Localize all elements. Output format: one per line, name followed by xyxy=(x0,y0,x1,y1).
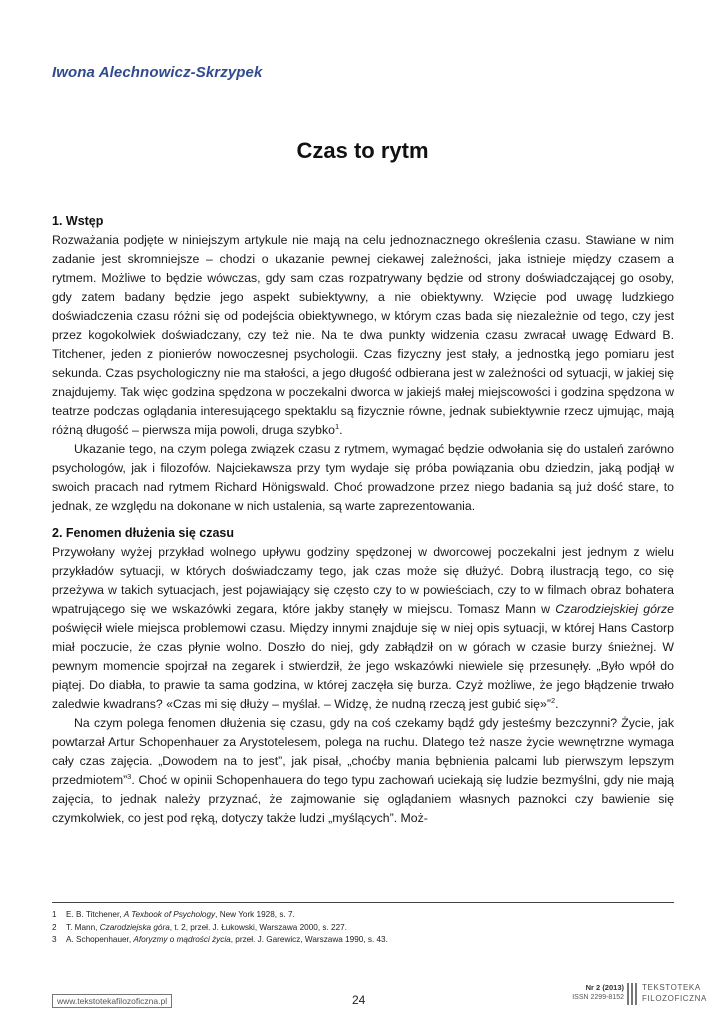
footnotes xyxy=(52,902,674,947)
footnote-ref-3: 3 xyxy=(127,772,132,781)
section-2-paragraph-2 xyxy=(52,714,674,828)
footnote-text: A. Schopenhauer, Aforyzmy o mądrości życia, przeł. J. Garewicz, Warszawa 1990, s. 43. xyxy=(66,935,388,944)
footnote-number: 1 xyxy=(52,910,57,919)
footnote-3 xyxy=(52,934,674,947)
author-name: Iwona Alechnowicz-Skrzypek xyxy=(52,64,263,81)
paragraph-text: Rozważania podjęte w niniejszym artykule nie mają na celu jednoznacznego określenia czasu. Stawiane w nim zadanie jest skromniejsze – chodzi o ukazanie pewnej ciekawej zależności, jaka istnieje między czasem a rytmem. Możliwe to będzie wówczas, gdy sam czas rozpatrywany będzie od strony doświadczającej go osoby, gdy zatem badany będzie jego aspekt subiektywny, a nie obiektywny. Wzięcie pod uwagę ludzkiego doświadczenia czasu różni się od podejścia obiektywnego, w którym czas bada się niezależnie od tego, czy jest przez kogokolwiek doświadczany, czy też nie. Na te dwa punkty widzenia czasu zwracał uwagę Edward B. Titchener, jeden z pionierów nowoczesnej psychologii. Czas fizyczny jest stały, a jednostką jego pomiaru jest sekunda. Czas psychologiczny nie ma stałości, a jego długość odbierana jest w zależności od sytuacji, w jakiej się znajdujemy. Tak więc godzina spędzona w poczekalni dworca w jakiejś małej miejscowości i godzina spędzona w teatrze podczas oglądania interesującego spektaklu są fizycznie równe, jednak subiektywnie rzecz ujmując, mają różną długość – pierwsza mija powoli, druga szybko xyxy=(52,233,674,437)
footnote-1 xyxy=(52,909,674,922)
page-number: 24 xyxy=(352,993,366,1007)
footnote-ref-2: 2 xyxy=(550,696,556,705)
footer-website-link[interactable]: www.tekstotekafilozoficzna.pl xyxy=(52,994,172,1008)
section-2-heading: 2. Fenomen dłużenia się czasu xyxy=(52,526,235,540)
article-body xyxy=(52,214,674,828)
paragraph-text: Na czym polega fenomen dłużenia się czasu, gdy na coś czekamy bądź gdy jesteśmy bezczynni? Życie, jak powtarzał Artur Schopenhauer za Arystotelesem, polega na ruchu. Dlatego też nasze życie wewnętrzne wymaga cały czas zajęcia. „Dowodem na to jest”, jak pisał, „choćby mania bębnienia palcami lub pierwszym lepszym przedmiotem” xyxy=(52,716,674,787)
book-title-italic: Czarodziejskiej górze xyxy=(555,602,674,616)
paragraph-text: poświęcił wiele miejsca problemowi czasu. Między innymi znajduje się w niej opis sytuacji, w której Hans Castorp miał poczucie, że czas płynie wolno. Doszło do niej, gdy zabłądził on w górach w czasie burzy śnieżnej. W pewnym momencie spojrzał na zegarek i stwierdził, że jego wskazówki niewiele się przesunęły. „Było wpół do piątej. Do diabła, to prawie ta sama godzina, w której zaczęła się burza. Czyż możliwe, że jego błądzenie trwało zaledwie kwadrans? «Czas mi się dłuży – myślał. – Widzę, że nudną rzeczą jest gubić się»” xyxy=(52,621,674,711)
section-2-paragraph-1 xyxy=(52,543,674,714)
journal-bars-icon xyxy=(627,983,639,1005)
footnote-text: E. B. Titchener, A Texbook of Psychology, New York 1928, s. 7. xyxy=(66,910,295,919)
journal-name: TEKSTOTEKA FILOZOFICZNA xyxy=(642,983,707,1003)
footnote-ref-1: 1 xyxy=(334,422,340,431)
paragraph-text: Przywołany wyżej przykład wolnego upływu godziny spędzonej w dworcowej poczekalni jest jednym z wielu przykładów sytuacji, w których doświadczamy tego, jak czas może się dłużyć. Dobrą ilustracją tego, co się przeżywa w takich sytuacjach, jest pojawiający się często czy to w powieściach, czy to w filmach obraz bohatera wpatrującego się we wskazówki zegara, które jakby stanęły w miejscu. Tomasz Mann w xyxy=(52,545,674,616)
section-1-paragraph-2: Ukazanie tego, na czym polega związek czasu z rytmem, wymagać będzie odwołania się do ustaleń zarówno psychologów, jak i filozofów. Najciekawsza przy tym wydaje się próba powiązania obu dziedzin, jaką podjął w swoich pracach nad rytmem Richard Hönigswald. Choć prowadzone przez niego badania są już dość stare, to jednak, ze względu na dokonane w nich ustalenia, są warte zaprezentowania. xyxy=(52,442,674,513)
paragraph-text: . Choć w opinii Schopenhauera do tego typu zachowań uciekają się ludzie bezmyślni, gdy nie mają zajęcia, to jednak należy przyznać, że zajmowanie się oglądaniem własnych paznokci czy bawienie się czymkolwiek, co jest pod ręką, dotyczy także ludzi „myślących”. Moż- xyxy=(52,773,674,825)
issue-info xyxy=(572,983,624,1003)
section-1-heading: 1. Wstęp xyxy=(52,214,104,228)
footnote-number: 2 xyxy=(52,922,57,932)
paragraph-end: . xyxy=(555,697,559,711)
journal-logo xyxy=(562,982,707,1008)
issue-number: Nr 2 (2013) xyxy=(585,983,624,992)
section-1-paragraph-1: Rozważania podjęte w niniejszym artykule nie mają na celu jednoznacznego określenia czasu. Stawiane w nim zadanie jest skromniejsze – chodzi o ukazanie pewnej ciekawej zależności, jaka istnieje między czasem a rytmem. Możliwe to będzie wówczas, gdy sam czas rozpatrywany będzie od strony doświadczającej go osoby, gdy zatem badany będzie jego aspekt subiektywny, a nie obiektywny. Wzięcie pod uwagę ludzkiego doświadczenia czasu różni się od podejścia obiektywnego, w którym czas bada się niezależnie od tego, czy jest przez kogokolwiek doświadczany, czy też nie. Na te dwa punkty widzenia czasu zwracał uwagę Edward B. Titchener, jeden z pionierów nowoczesnej psychologii. Czas fizyczny jest stały, a jednostką jego pomiaru jest sekunda. Czas psychologiczny nie ma stałości, a jego długość odbierana jest w zależności od sytuacji, w jakiej się znajdujemy. Tak więc godzina spędzona w poczekalni dworca w jakiejś małej miejscowości i godzina spędzona w teatrze podczas oglądania interesującego spektaklu są fizycznie równe, jednak subiektywnie rzecz ujmując, mają różną długość – pierwsza mija powoli, druga szybko$^1$. xyxy=(52,233,674,437)
footnote-text: T. Mann, Czarodziejska góra, t. 2, przeł. J. Łukowski, Warszawa 2000, s. 227. xyxy=(66,922,347,932)
footnote-2 xyxy=(52,922,674,935)
issn: ISSN 2299-8152 xyxy=(572,994,624,1001)
footnote-number: 3 xyxy=(52,935,57,944)
article-title: Czas to rytm xyxy=(296,138,429,163)
